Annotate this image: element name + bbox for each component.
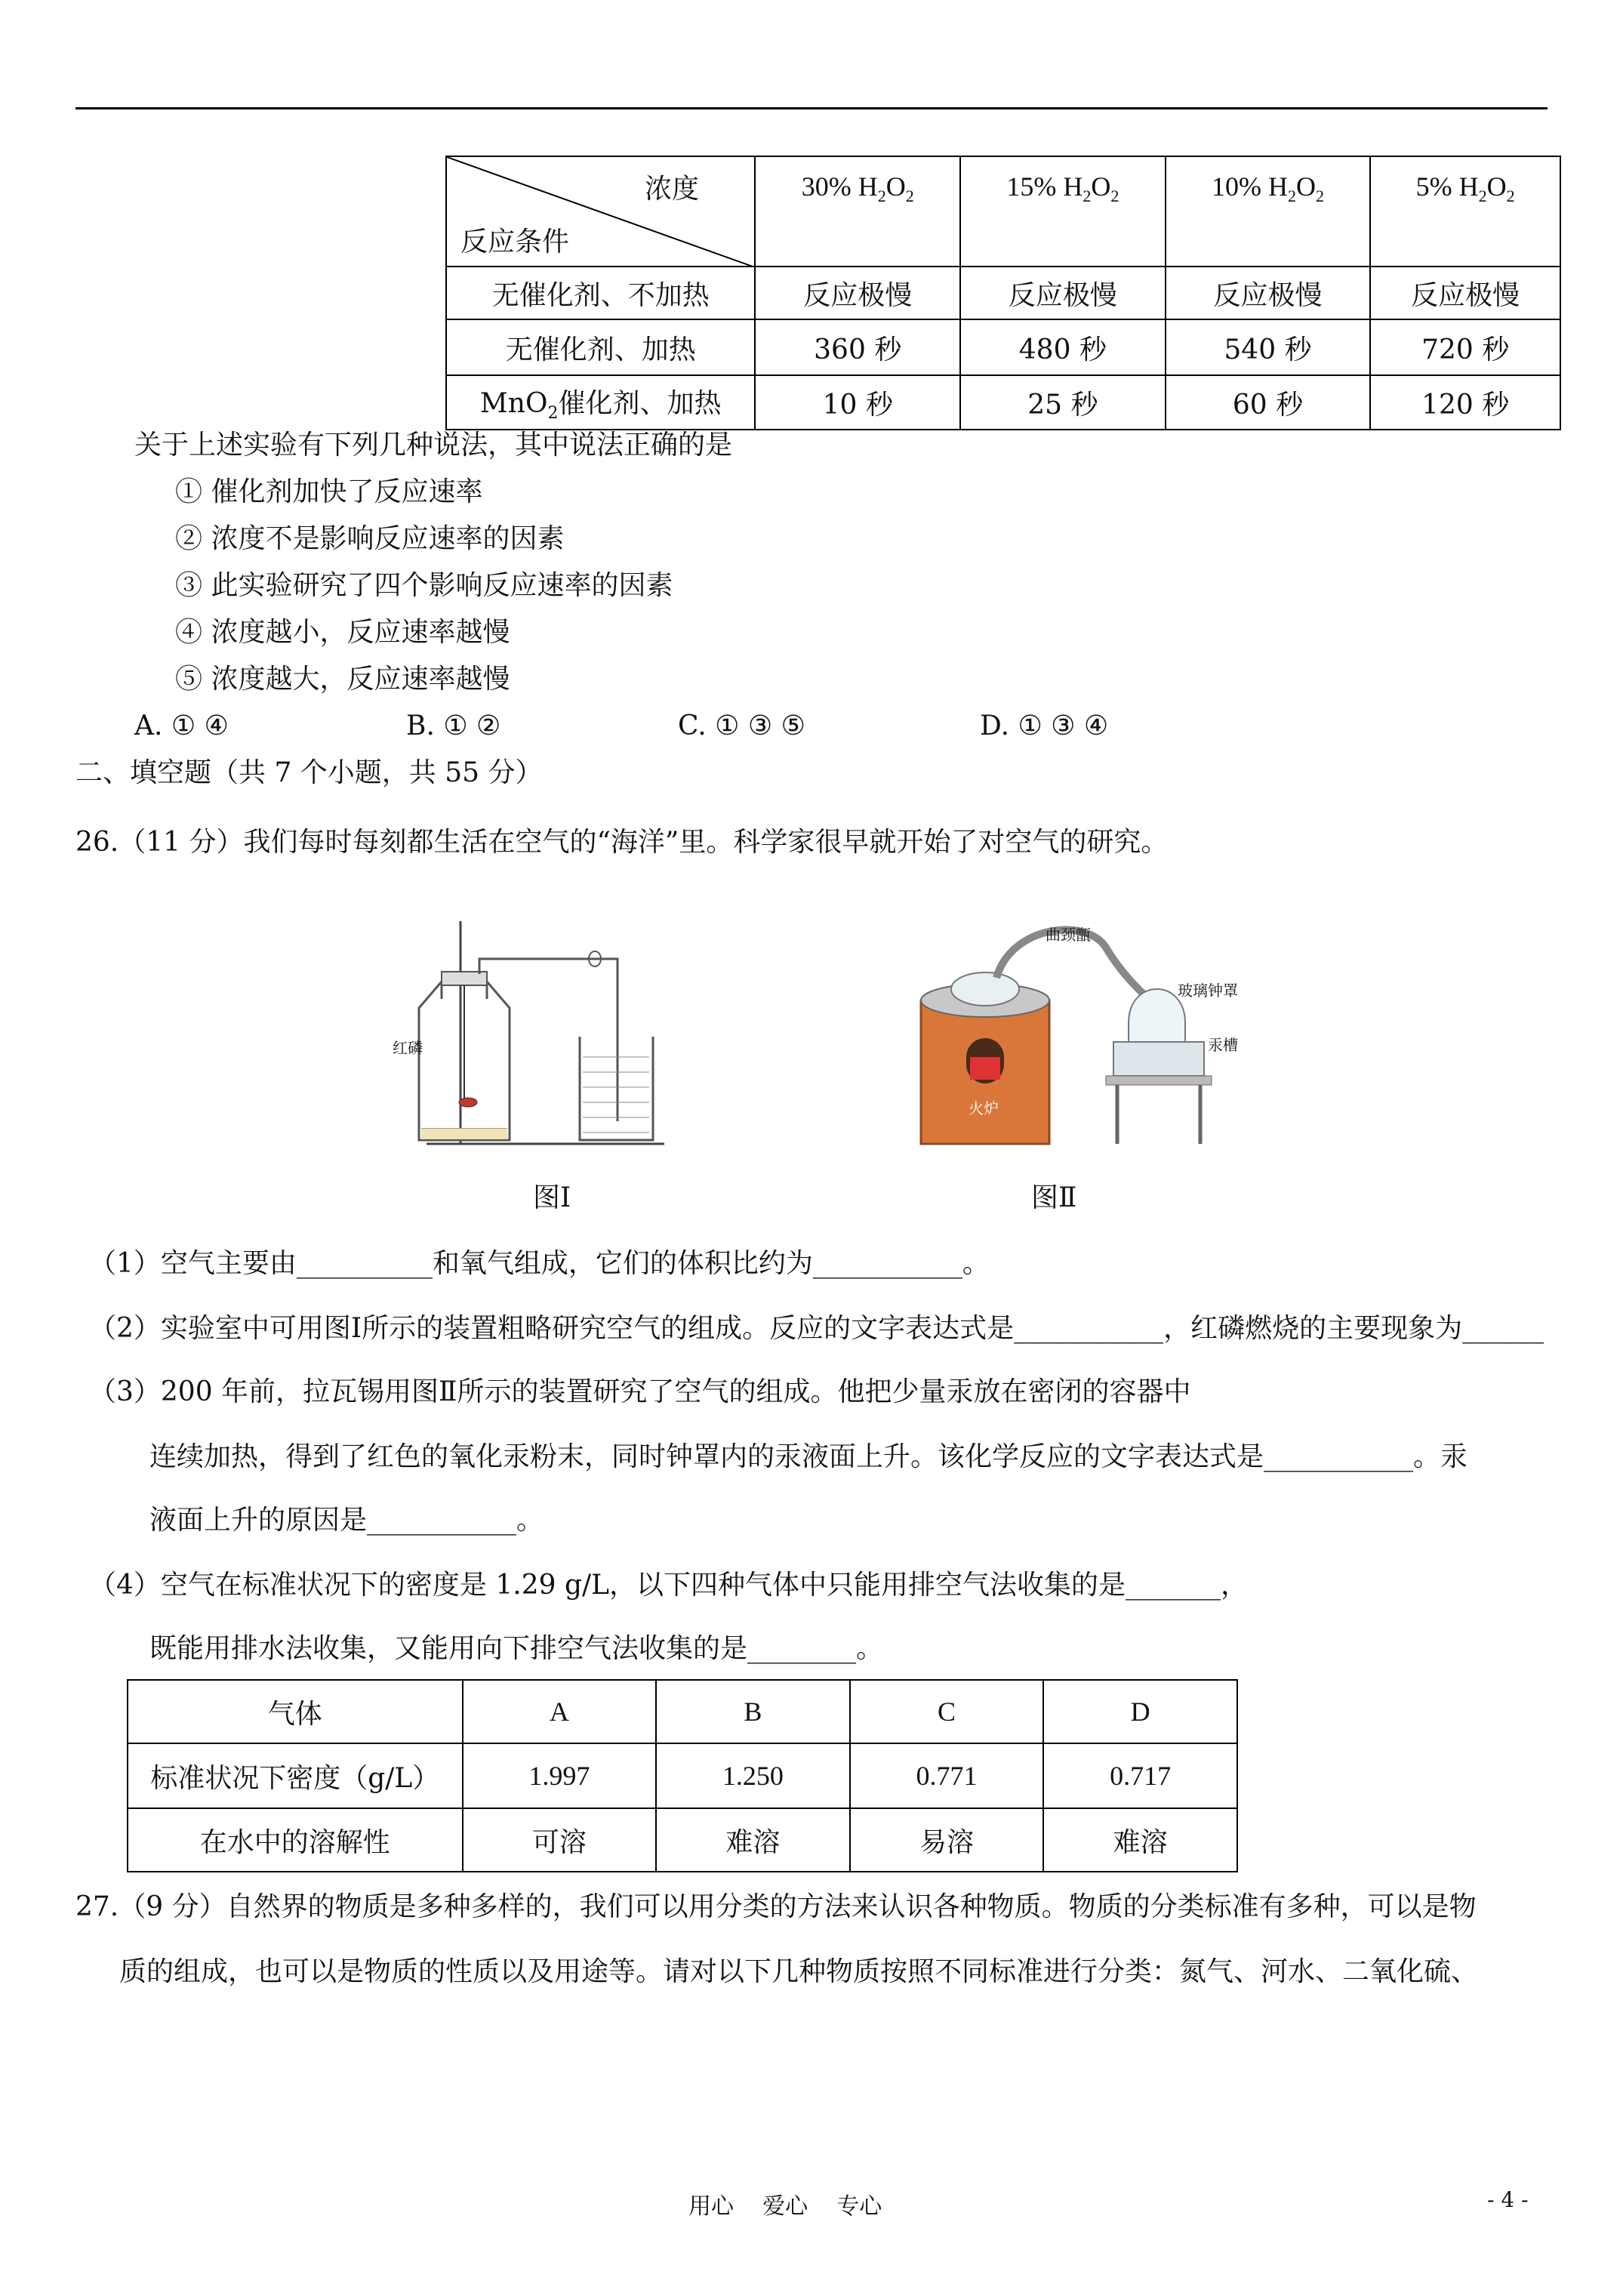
table-cell: 难溶 <box>656 1808 850 1872</box>
header-rule <box>75 107 1548 109</box>
table-header: A <box>463 1680 657 1743</box>
table-cell: 0.717 <box>1043 1743 1237 1808</box>
table-cell: 60 秒 <box>1166 375 1371 430</box>
footer-motto: 用心 爱心 专心 <box>688 2193 882 2220</box>
statement-5: ⑤ 浓度越大，反应速率越慢 <box>175 664 510 695</box>
statement-2: ② 浓度不是影响反应速率的因素 <box>175 523 565 554</box>
statement-4: ④ 浓度越小，反应速率越慢 <box>175 617 510 648</box>
q25-stem: 关于上述实验有下列几种说法，其中说法正确的是 <box>134 430 733 461</box>
table-row <box>446 375 1560 430</box>
q26-part-3a: （3）200 年前，拉瓦锡用图Ⅱ所示的装置研究了空气的组成。他把少量汞放在密闭的容器中 <box>89 1376 1191 1407</box>
q26-stem: 26.（11 分）我们每时每刻都生活在空气的“海洋”里。科学家很早就开始了对空气的研究。 <box>75 827 1169 858</box>
section-heading: 二、填空题（共 7 个小题，共 55 分） <box>75 757 543 788</box>
figure-1-caption: 图Ⅰ <box>533 1182 571 1213</box>
row-label: 标准状况下密度（g/L） <box>128 1743 463 1808</box>
q27-line-2: 质的组成，也可以是物质的性质以及用途等。请对以下几种物质按照不同标准进行分类：氮气、河水、二氧化硫、 <box>119 1956 1479 1987</box>
table-cell: 可溶 <box>463 1808 657 1872</box>
table-header: 气体 <box>128 1680 463 1743</box>
statement-1: ① 催化剂加快了反应速率 <box>175 476 483 507</box>
figure-1-apparatus <box>385 917 672 1151</box>
table-cell: 25 秒 <box>960 375 1166 430</box>
table-cell: 360 秒 <box>755 319 960 375</box>
table-cell: 720 秒 <box>1370 319 1560 375</box>
col-header-5: 5% $H_2O_2$ <box>1370 156 1560 267</box>
col-header-10: 10% $H_2O_2$ <box>1166 156 1371 267</box>
table-header: D <box>1043 1680 1237 1743</box>
label-mercury-trough: 汞槽 <box>1208 1036 1238 1054</box>
table-cell: 反应极慢 <box>1370 267 1560 319</box>
row-label: 在水中的溶解性 <box>128 1808 463 1872</box>
diag-header-condition: 反应条件 <box>460 227 570 257</box>
diagonal-header-cell <box>446 156 755 267</box>
table-cell: 480 秒 <box>960 319 1166 375</box>
table-row <box>446 267 1560 319</box>
gas-table <box>127 1679 1238 1872</box>
col-header-15: 15% $H_2O_2$ <box>960 156 1166 267</box>
row-label: 无催化剂、不加热 <box>446 267 755 319</box>
row-label: MnO$_2$催化剂、加热 <box>446 375 755 430</box>
q27-line-1: 27.（9 分）自然界的物质是多种多样的，我们可以用分类的方法来认识各种物质。物质的分类标准有多种，可以是物 <box>75 1891 1477 1922</box>
label-bell-jar: 玻璃钟罩 <box>1178 982 1238 1000</box>
col-header-30: 30% $H_2O_2$ <box>755 156 960 267</box>
q26-part-3b: 连续加热，得到了红色的氧化汞粉末，同时钟罩内的汞液面上升。该化学反应的文字表达式是___________。汞 <box>149 1441 1468 1472</box>
label-retort: 曲颈甑 <box>1046 926 1091 944</box>
table-cell: 1.250 <box>656 1743 850 1808</box>
option-c: C. ① ③ ⑤ <box>678 710 805 741</box>
option-b: B. ① ② <box>406 710 501 741</box>
table-header: C <box>850 1680 1044 1743</box>
table-cell: 反应极慢 <box>755 267 960 319</box>
table-cell: 10 秒 <box>755 375 960 430</box>
table-cell: 反应极慢 <box>1166 267 1371 319</box>
table-cell: 0.771 <box>850 1743 1044 1808</box>
q26-part-4a: （4）空气在标准状况下的密度是 1.29 g/L，以下四种气体中只能用排空气法收集的是_______， <box>89 1570 1249 1601</box>
option-a: A. ① ④ <box>134 710 229 741</box>
q26-part-3c: 液面上升的原因是___________。 <box>149 1505 544 1536</box>
table-row <box>446 319 1560 375</box>
table-row <box>128 1808 1237 1872</box>
option-d: D. ① ③ ④ <box>980 710 1109 741</box>
page-number: - 4 - <box>1487 2187 1529 2212</box>
figure-2-caption: 图Ⅱ <box>1031 1182 1077 1213</box>
q26-part-2: （2）实验室中可用图Ⅰ所示的装置粗略研究空气的组成。反应的文字表达式是___________，红磷燃烧的主要现象为______ <box>89 1313 1544 1344</box>
row-label: 无催化剂、加热 <box>446 319 755 375</box>
q26-part-4b: 既能用排水法收集，又能用向下排空气法收集的是________。 <box>149 1633 884 1664</box>
table-cell: 1.997 <box>463 1743 657 1808</box>
table-row <box>128 1680 1237 1743</box>
experiment-table <box>445 156 1561 430</box>
statement-3: ③ 此实验研究了四个影响反应速率的因素 <box>175 570 673 601</box>
figure-2-apparatus <box>913 917 1253 1151</box>
table-cell: 易溶 <box>850 1808 1044 1872</box>
q26-part-1: （1）空气主要由__________和氧气组成，它们的体积比约为___________。 <box>89 1248 990 1279</box>
table-cell: 反应极慢 <box>960 267 1166 319</box>
label-red-phosphorus: 红磷 <box>393 1039 423 1057</box>
label-furnace: 火炉 <box>969 1099 999 1117</box>
table-header: B <box>656 1680 850 1743</box>
table-cell: 540 秒 <box>1166 319 1371 375</box>
table-cell: 难溶 <box>1043 1808 1237 1872</box>
diag-header-concentration: 浓度 <box>645 174 700 205</box>
table-cell: 120 秒 <box>1370 375 1560 430</box>
table-row <box>128 1743 1237 1808</box>
